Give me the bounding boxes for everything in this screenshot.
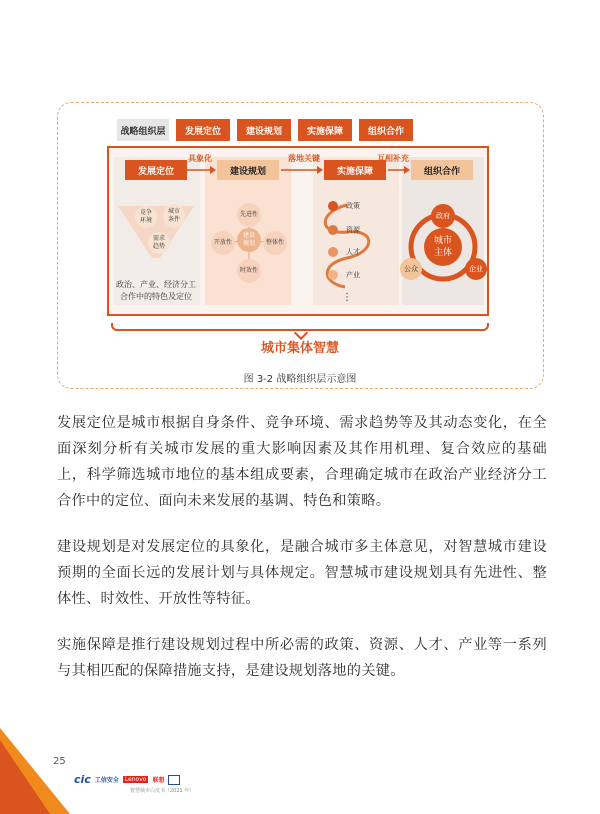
layer-positioning: 发展定位 bbox=[176, 119, 230, 141]
funnel-demand: 需求 趋势 bbox=[148, 232, 170, 254]
lenovo-logo-cn: 联想 bbox=[152, 777, 165, 784]
cic-logo: cic bbox=[74, 773, 91, 786]
footer-caption: 智慧城市白皮书（2021 年） bbox=[130, 788, 195, 794]
implementation-more: ⋮ bbox=[342, 292, 352, 303]
lenovo-logo: Lenovo bbox=[124, 776, 147, 783]
implementation-resources: 资源 bbox=[346, 226, 360, 234]
cooperation-government: 政府 bbox=[431, 204, 455, 228]
column-title-planning: 建设规划 bbox=[217, 160, 279, 180]
paragraph-positioning: 发展定位是城市根据自身条件、竞争环境、需求趋势等及其动态变化，在全面深刻分析有关城市发展的重大影响因素及其作用机理、复合效应的基础上，科学筛选城市地位的基本组成要素，合理确定城市在政治产业经济分工合作中的定位、面向未来发展的基调、特色和策略。 bbox=[57, 415, 547, 509]
planning-open: 开放性 bbox=[211, 231, 235, 255]
cooperation-enterprise: 企业 bbox=[465, 258, 487, 280]
cooperation-center: 城市 主体 bbox=[424, 228, 462, 266]
planning-center: 建设 规划 bbox=[237, 228, 261, 252]
positioning-text: 政治、产业、经济分工 合作中的特色及定位 bbox=[116, 280, 196, 301]
layer-implementation: 实施保障 bbox=[298, 119, 352, 141]
column-title-implementation: 实施保障 bbox=[324, 160, 386, 180]
column-title-positioning: 发展定位 bbox=[125, 160, 187, 180]
paragraph-implementation: 实施保障是推行建设规划过程中所必需的政策、资源、人才、产业等一系列与其相匹配的保障措施支持，是建设规划落地的关键。 bbox=[57, 637, 547, 679]
layer-cooperation: 组织合作 bbox=[359, 119, 413, 141]
implementation-talent: 人才 bbox=[346, 248, 360, 256]
paragraph-planning: 建设规划是对发展定位的具象化，是融合城市多主体意见，对智慧城市建设预期的全面长远的发展计划与具体规定。智慧城市建设规划具有先进性、整体性、时效性、开放性等特征。 bbox=[57, 539, 547, 607]
cic-logo-subtitle: 工信安全 bbox=[94, 777, 119, 784]
footer-logos bbox=[74, 773, 180, 786]
layer-strategic: 战略组织层 bbox=[117, 119, 169, 141]
planning-advanced: 先进性 bbox=[237, 203, 261, 227]
column-title-cooperation: 组织合作 bbox=[411, 160, 473, 180]
implementation-policy: 政策 bbox=[346, 202, 360, 210]
page-number: 25 bbox=[53, 756, 66, 767]
implementation-industry: 产业 bbox=[346, 271, 360, 279]
figure-caption: 图 3-2 战略组织层示意图 bbox=[243, 374, 357, 385]
planning-timeliness: 时效性 bbox=[237, 259, 261, 283]
planning-integrity: 整体性 bbox=[263, 231, 287, 255]
figure-summary-title: 城市集体智慧 bbox=[260, 341, 339, 356]
cooperation-public: 公众 bbox=[400, 258, 422, 280]
funnel-conditions: 城市 条件 bbox=[163, 204, 185, 228]
layer-planning: 建设规划 bbox=[237, 119, 291, 141]
footer-corner-decoration bbox=[0, 728, 70, 814]
connector-complement: 互相补充 bbox=[377, 154, 409, 163]
partner-logo-icon bbox=[168, 775, 180, 785]
funnel-competition: 竞争 环境 bbox=[135, 206, 157, 228]
connector-concretize: 具象化 bbox=[188, 154, 212, 163]
connector-key: 落地关键 bbox=[288, 154, 320, 163]
